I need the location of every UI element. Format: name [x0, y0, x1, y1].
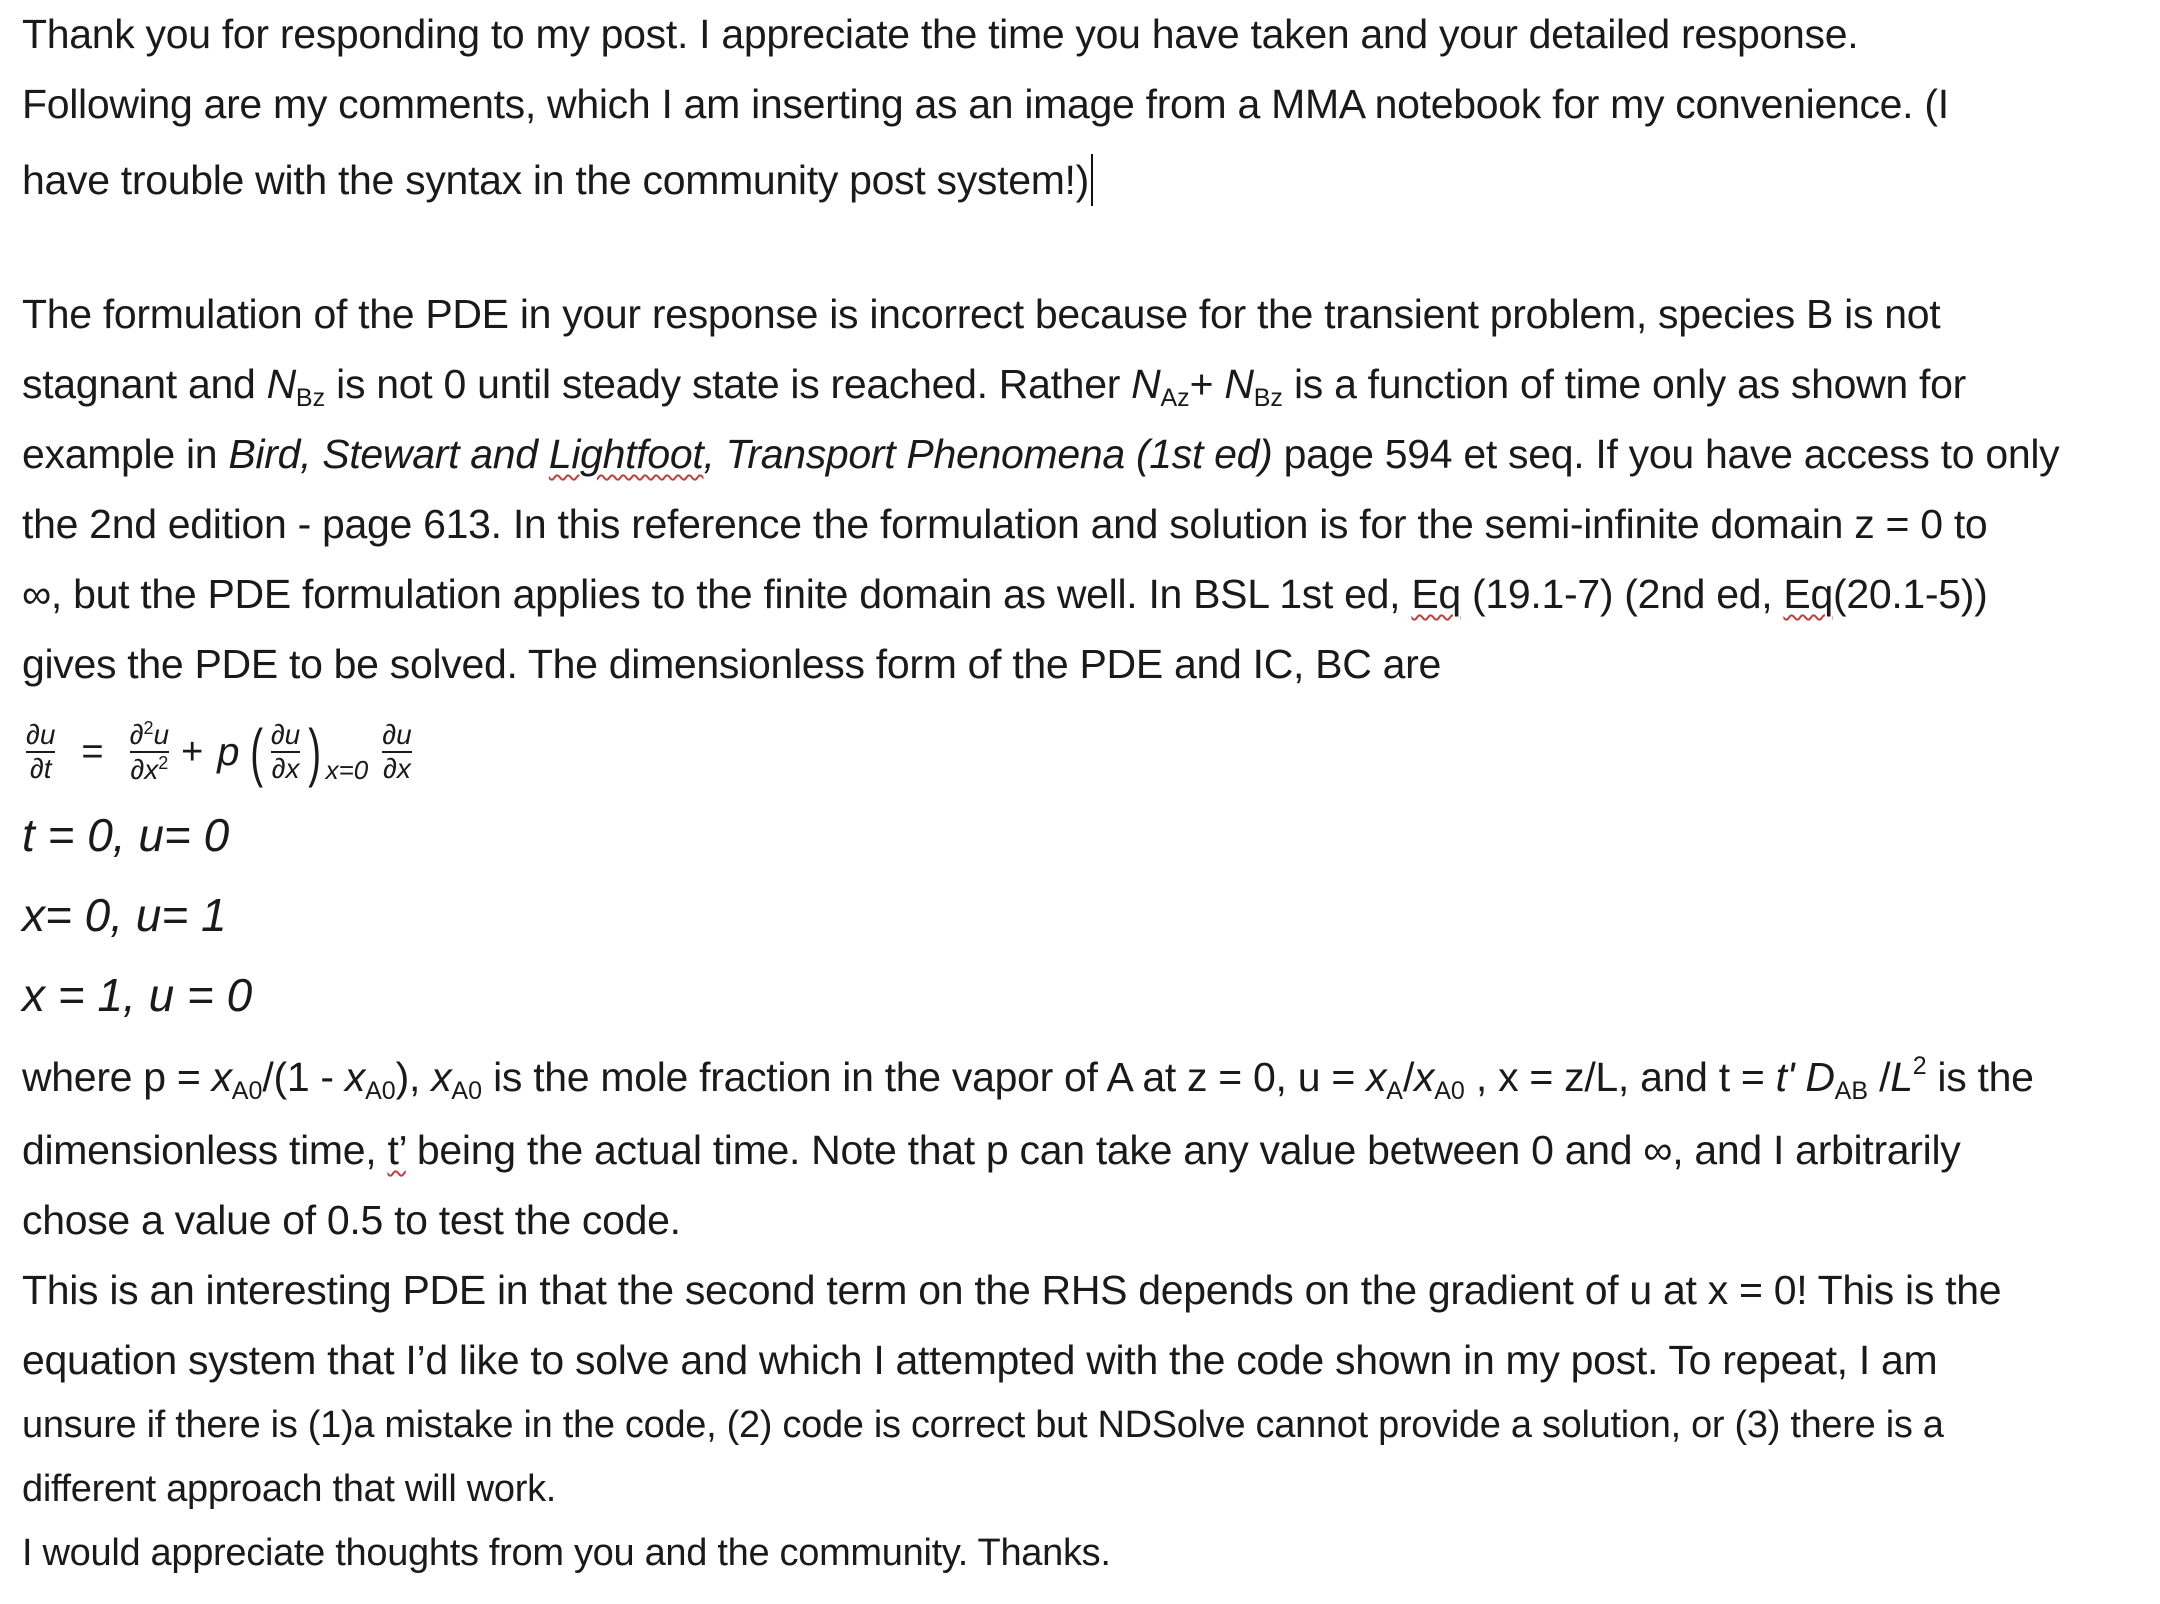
text: , x = z/L, and t =	[1464, 1054, 1776, 1100]
initial-condition: t = 0, u= 0	[22, 809, 230, 861]
subscript: A0	[231, 1077, 263, 1105]
text: (19.1-7) (2nd ed,	[1460, 571, 1784, 617]
text: chose a value of 0.5 to test the code.	[22, 1197, 681, 1243]
subscript: Bz	[295, 384, 326, 412]
text: unsure if there is (1)a mistake in the code, (2) code is correct but NDSolve cannot provide a solution, or (3) there is a	[22, 1404, 1944, 1446]
text-line	[22, 11, 1859, 57]
spellcheck-word[interactable]: Eq	[1411, 571, 1461, 617]
text-line	[22, 431, 2060, 477]
left-paren: (	[249, 716, 263, 788]
flux-symbol: N	[1131, 361, 1161, 407]
text: This is an interesting PDE in that the second term on the RHS depends on the gradient of u at x = 0! This is the	[22, 1267, 2002, 1313]
subscript: A0	[451, 1077, 483, 1105]
text: +	[1189, 361, 1225, 407]
text: /	[1402, 1054, 1415, 1100]
text: The formulation of the PDE in your response is incorrect because for the transient problem, species B is not	[22, 291, 1941, 337]
text-line	[22, 1267, 2002, 1313]
text: gives the PDE to be solved. The dimensionless form of the PDE and IC, BC are	[22, 641, 1441, 687]
math-symbol: L	[1890, 1054, 1913, 1100]
text: is not 0 until steady state is reached. Rather	[325, 361, 1132, 407]
text: page 594 et seq. If you have access to only	[1272, 431, 2060, 477]
text: the 2nd edition - page 613. In this reference the formulation and solution is for the semi-infinite domain z = 0 to	[22, 501, 1988, 547]
subscript: A0	[1434, 1077, 1465, 1105]
citation-text: Bird, Stewart and	[228, 431, 549, 477]
superscript: 2	[1912, 1052, 1927, 1080]
spellcheck-word[interactable]: t’	[387, 1127, 406, 1173]
math-symbol: x	[431, 1054, 452, 1100]
text: I would appreciate thoughts from you and the community. Thanks.	[22, 1532, 1111, 1574]
text: /(1 -	[262, 1054, 345, 1100]
fraction-du-dx: $\frac{\partial u}{\partial x}$	[270, 718, 301, 784]
text: /	[1868, 1054, 1891, 1100]
text-line	[22, 81, 1949, 127]
text: different approach that will work.	[22, 1468, 557, 1510]
text: ∞, but the PDE formulation applies to the finite domain as well. In BSL 1st ed,	[22, 571, 1412, 617]
subscript: A0	[365, 1077, 396, 1105]
boundary-condition: x= 0, u= 1	[22, 889, 227, 941]
text: (20.1-5))	[1832, 571, 1988, 617]
subscript: AB	[1834, 1077, 1869, 1105]
text: stagnant and	[22, 361, 267, 407]
fraction-d2u-dx2: $\frac{\partial^2u}{\partial x^2}$	[129, 717, 170, 785]
text-line	[22, 1406, 1944, 1444]
citation-text: , Transport Phenomena (1st ed)	[703, 431, 1273, 477]
subscript: A	[1386, 1077, 1403, 1105]
text-line	[22, 1054, 2034, 1104]
text: ),	[395, 1054, 432, 1100]
math-symbol: x	[211, 1054, 232, 1100]
right-paren: )	[308, 716, 322, 788]
pde-equation	[22, 712, 416, 792]
text: equation system that I’d like to solve and which I attempted with the code shown in my post. To repeat, I am	[22, 1337, 1938, 1383]
text-line	[22, 361, 1966, 412]
fraction-du-dx: $\frac{\partial u}{\partial x}$	[382, 718, 412, 784]
text: dimensionless time,	[22, 1127, 388, 1173]
text: have trouble with the syntax in the community post system!)	[22, 157, 1089, 203]
fraction-du-dt: $\frac{\partial u}{\partial t}$	[26, 718, 56, 784]
flux-symbol: N	[1224, 361, 1254, 407]
spellcheck-word[interactable]: Eq	[1783, 571, 1833, 617]
math-symbol: x	[1366, 1054, 1387, 1100]
text-line	[22, 501, 1988, 547]
flux-symbol: N	[266, 361, 296, 407]
math-symbol: x	[344, 1054, 366, 1100]
text-line	[22, 641, 1441, 687]
text-line	[22, 1534, 1111, 1572]
text: being the actual time. Note that p can take any value between 0 and ∞, and I arbitrarily	[405, 1127, 1961, 1173]
boundary-condition: x = 1, u = 0	[22, 969, 253, 1021]
text: is a function of time only as shown for	[1282, 361, 1966, 407]
spellcheck-word[interactable]: Lightfoot	[548, 431, 704, 477]
text-line	[22, 1127, 1961, 1173]
text: example in	[22, 431, 229, 477]
equals-sign: =	[81, 730, 104, 773]
plus-sign: +	[181, 730, 204, 773]
subscript: Bz	[1253, 384, 1283, 412]
text-line	[22, 291, 1941, 337]
subscript: Az	[1160, 384, 1190, 412]
parameter-p: p	[217, 729, 240, 774]
text-line	[22, 1197, 681, 1243]
text: where p =	[22, 1054, 212, 1100]
text: Thank you for responding to my post. I appreciate the time you have taken and your detailed response.	[22, 11, 1859, 57]
text-line	[22, 1470, 556, 1508]
text: is the mole fraction in the vapor of A at z = 0, u =	[482, 1054, 1367, 1100]
math-symbol: D	[1805, 1054, 1835, 1100]
text-line	[22, 571, 1988, 617]
text-line	[22, 1337, 1938, 1383]
text-line	[22, 154, 1093, 206]
text: Following are my comments, which I am inserting as an image from a MMA notebook for my convenience. (I	[22, 81, 1949, 127]
text: is the	[1926, 1054, 2034, 1100]
math-symbol: x	[1414, 1054, 1435, 1100]
math-symbol: t'	[1775, 1054, 1806, 1100]
evaluation-subscript: x=0	[325, 755, 369, 785]
text-cursor	[1091, 154, 1093, 206]
